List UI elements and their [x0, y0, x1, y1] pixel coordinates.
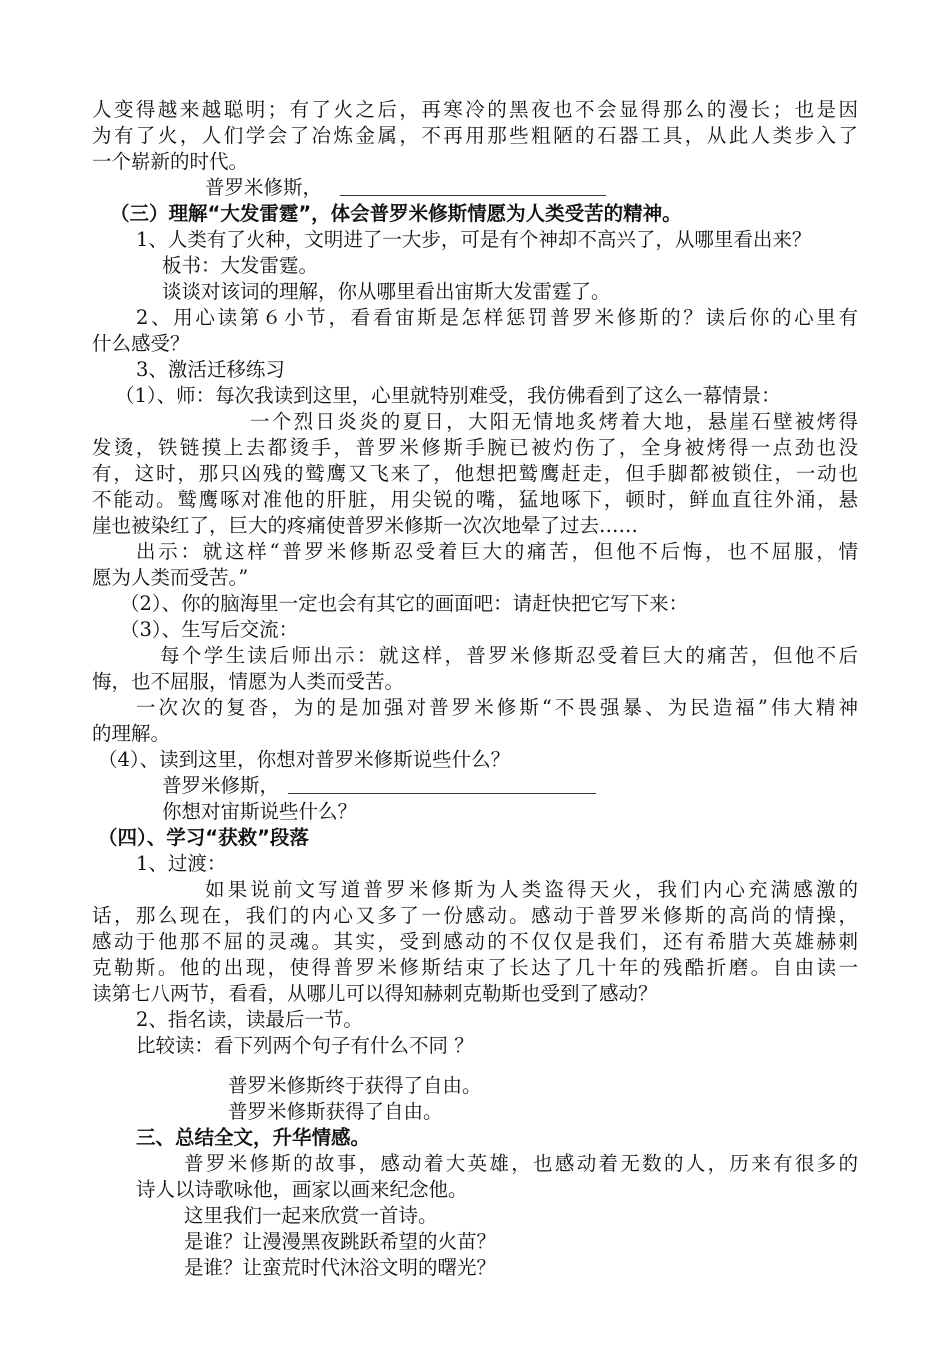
section-heading: （三）理解“大发雷霆”，体会普罗米修斯情愿为人类受苦的精神。 [110, 202, 682, 225]
text-line: 不能动。鹫鹰啄对准他的肝脏，用尖锐的嘴，猛地啄下，顿时，鲜血直往外涌，悬 [92, 488, 858, 511]
text-line: 愿为人类而受苦。” [92, 566, 249, 589]
text-line: 感动于他那不屈的灵魂。其实，受到感动的不仅仅是我们，还有希腊大英雄赫刺 [92, 930, 858, 953]
text-line: 这里我们一起来欣赏一首诗。 [184, 1204, 438, 1227]
text-line: 谈谈对该词的理解，你从哪里看出宙斯大发雷霆了。 [162, 280, 611, 303]
text-line: 如果说前文写道普罗米修斯为人类盗得天火，我们内心充满感激的 [205, 878, 858, 901]
text-line: 比较读：看下列两个句子有什么不同 ？ [136, 1034, 474, 1057]
text-line: 普罗米修斯， [205, 176, 323, 199]
text-line: 悔，也不屈服，情愿为人类而受苦。 [92, 670, 405, 693]
text-line: 是谁？让蛮荒时代沐浴文明的曙光？ [184, 1256, 497, 1279]
text-line: 诗人以诗歌咏他，画家以画来纪念他。 [136, 1178, 468, 1201]
text-line: 普罗米修斯获得了自由。 [228, 1100, 443, 1123]
text-line: 的理解。 [92, 722, 171, 745]
text-line: 普罗米修斯终于获得了自由。 [228, 1074, 482, 1097]
text-line: 为有了火，人们学会了冶炼金属，不再用那些粗陋的石器工具，从此人类步入了 [92, 124, 858, 147]
section-heading: （四）、学习“获救”段落 [98, 826, 309, 849]
text-line: 发烫，铁链摸上去都烫手，普罗米修斯手腕已被灼伤了，全身被烤得一点劲也没 [92, 436, 858, 459]
text-line: 读第七八两节，看看，从哪儿可以得知赫刺克勒斯也受到了感动？ [92, 982, 658, 1005]
text-line: 2、用心读第６小节，看看宙斯是怎样惩罚普罗米修斯的？读后你的心里有 [136, 306, 858, 329]
text-line: 普罗米修斯的故事，感动着大英雄，也感动着无数的人，历来有很多的 [184, 1152, 858, 1175]
text-line: （3）、生写后交流： [120, 618, 299, 641]
text-line: 有，这时，那只凶残的鹫鹰又飞来了，他想把鹫鹰赶走，但手脚都被锁住，一动也 [92, 462, 858, 485]
text-line: 2、指名读，读最后一节。 [136, 1008, 363, 1031]
text-line: 1、人类有了火种，文明进了一大步，可是有个神却不高兴了，从哪里看出来？ [136, 228, 812, 251]
text-line: 话，那么现在，我们的内心又多了一份感动。感动于普罗米修斯的高尚的情操， [92, 904, 858, 927]
answer-blank[interactable] [340, 195, 606, 196]
text-line: 一次次的复沓，为的是加强对普罗米修斯“不畏强暴、为民造福”伟大精神 [136, 696, 858, 719]
text-line: 一个烈日炎炎的夏日，大阳无情地炙烤着大地，悬崖石壁被烤得 [250, 410, 858, 433]
text-line: 克勒斯。他的出现，使得普罗米修斯结束了长达了几十年的残酷折磨。自由读一 [92, 956, 858, 979]
text-line: （2）、你的脑海里一定也会有其它的画面吧：请赶快把它写下来： [120, 592, 689, 615]
text-line: 你想对宙斯说些什么？ [162, 800, 358, 823]
answer-blank[interactable] [288, 793, 596, 794]
text-line: 出示：就这样“普罗米修斯忍受着巨大的痛苦，但他不后悔，也不屈服，情 [136, 540, 858, 563]
text-line: 普罗米修斯， [162, 774, 280, 797]
text-line: 是谁？让漫漫黑夜跳跃希望的火苗？ [184, 1230, 497, 1253]
text-line: 一个崭新的时代。 [92, 150, 249, 173]
text-line: （4）、读到这里，你想对普罗米修斯说些什么？ [98, 748, 511, 771]
text-line: 每个学生读后师出示：就这样，普罗米修斯忍受着巨大的痛苦，但他不后 [160, 644, 858, 667]
text-line: 板书：大发雷霆。 [162, 254, 319, 277]
text-line: 人变得越来越聪明；有了火之后，再寒冷的黑夜也不会显得那么的漫长；也是因 [92, 98, 858, 121]
section-heading: 三、总结全文，升华情感。 [136, 1126, 371, 1149]
text-line: （1）、师：每次我读到这里，心里就特别难受，我仿佛看到了这么一幕情景： [115, 384, 781, 407]
text-line: 什么感受？ [92, 332, 190, 355]
text-line: 3、激活迁移练习 [136, 358, 285, 381]
text-line: 崖也被染红了，巨大的疼痛使普罗米修斯一次次地晕了过去…… [92, 514, 639, 537]
text-line: 1、过渡： [136, 852, 227, 875]
